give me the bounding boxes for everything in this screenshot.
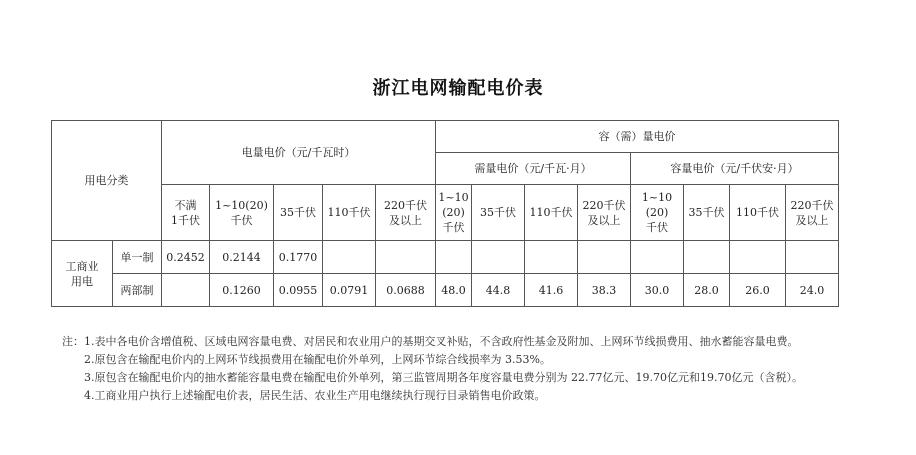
cell-single-6 bbox=[472, 241, 525, 274]
cell-single-2: 0.1770 bbox=[274, 241, 323, 274]
cell-two-part-7: 41.6 bbox=[525, 274, 578, 307]
col-energy-10kv: 1~10(20) 千伏 bbox=[210, 185, 274, 241]
cell-single-0: 0.2452 bbox=[162, 241, 210, 274]
header-capacity-sub-price: 容量电价（元/千伏安·月） bbox=[631, 153, 839, 185]
header-user-category: 用电分类 bbox=[52, 121, 162, 241]
cell-single-5 bbox=[436, 241, 472, 274]
col-demand-220kv: 220千伏 及以上 bbox=[578, 185, 631, 241]
notes-block bbox=[62, 333, 803, 405]
note-2: 2.原包含在输配电价内的上网环节线损费用在输配电价外单列，上网环节综合线损率为 3.53%。 bbox=[84, 353, 551, 366]
col-capacity-10kv: 1~10 (20) 千伏 bbox=[631, 185, 684, 241]
tariff-table bbox=[51, 120, 839, 307]
col-demand-110kv: 110千伏 bbox=[525, 185, 578, 241]
cell-two-part-11: 26.0 bbox=[730, 274, 786, 307]
cell-single-9 bbox=[631, 241, 684, 274]
col-capacity-220kv: 220千伏 及以上 bbox=[786, 185, 839, 241]
cell-two-part-0 bbox=[162, 274, 210, 307]
cell-single-7 bbox=[525, 241, 578, 274]
col-energy-35kv: 35千伏 bbox=[274, 185, 323, 241]
cell-single-3 bbox=[323, 241, 376, 274]
note-4: 4.工商业用户执行上述输配电价表，居民生活、农业生产用电继续执行现行目录销售电价政策。 bbox=[84, 389, 546, 402]
cell-two-part-4: 0.0688 bbox=[376, 274, 436, 307]
cell-single-8 bbox=[578, 241, 631, 274]
page-title: 浙江电网输配电价表 bbox=[372, 78, 544, 99]
row-label-two-part: 两部制 bbox=[113, 274, 162, 307]
cell-single-10 bbox=[684, 241, 730, 274]
col-demand-10kv: 1~10 (20) 千伏 bbox=[436, 185, 472, 241]
col-energy-lt1kv: 不满 1千伏 bbox=[162, 185, 210, 241]
note-3: 3.原包含在输配电价内的抽水蓄能容量电费在输配电价外单列，第三监管周期各年度容量电费分别为 22.77亿元、19.70亿元和19.70亿元（含税）。 bbox=[84, 371, 803, 384]
header-demand-price: 需量电价（元/千瓦·月） bbox=[436, 153, 631, 185]
row-label-single: 单一制 bbox=[113, 241, 162, 274]
header-energy-price: 电量电价（元/千瓦时） bbox=[162, 121, 436, 185]
col-demand-35kv: 35千伏 bbox=[472, 185, 525, 241]
cell-single-1: 0.2144 bbox=[210, 241, 274, 274]
cell-two-part-10: 28.0 bbox=[684, 274, 730, 307]
col-energy-220kv: 220千伏 及以上 bbox=[376, 185, 436, 241]
col-energy-110kv: 110千伏 bbox=[323, 185, 376, 241]
note-1: 注：1.表中各电价含增值税、区域电网容量电费、对居民和农业用户的基期交叉补贴，不含政府性基金及附加、上网环节线损费用、抽水蓄能容量电费。 bbox=[62, 335, 799, 348]
cell-single-4 bbox=[376, 241, 436, 274]
header-capacity-price: 容（需）量电价 bbox=[436, 121, 839, 153]
cell-two-part-1: 0.1260 bbox=[210, 274, 274, 307]
cell-two-part-3: 0.0791 bbox=[323, 274, 376, 307]
row-group-commercial: 工商业 用电 bbox=[52, 241, 113, 307]
cell-two-part-12: 24.0 bbox=[786, 274, 839, 307]
cell-two-part-8: 38.3 bbox=[578, 274, 631, 307]
cell-two-part-2: 0.0955 bbox=[274, 274, 323, 307]
col-capacity-110kv: 110千伏 bbox=[730, 185, 786, 241]
cell-two-part-9: 30.0 bbox=[631, 274, 684, 307]
cell-single-11 bbox=[730, 241, 786, 274]
col-capacity-35kv: 35千伏 bbox=[684, 185, 730, 241]
cell-two-part-6: 44.8 bbox=[472, 274, 525, 307]
cell-single-12 bbox=[786, 241, 839, 274]
cell-two-part-5: 48.0 bbox=[436, 274, 472, 307]
